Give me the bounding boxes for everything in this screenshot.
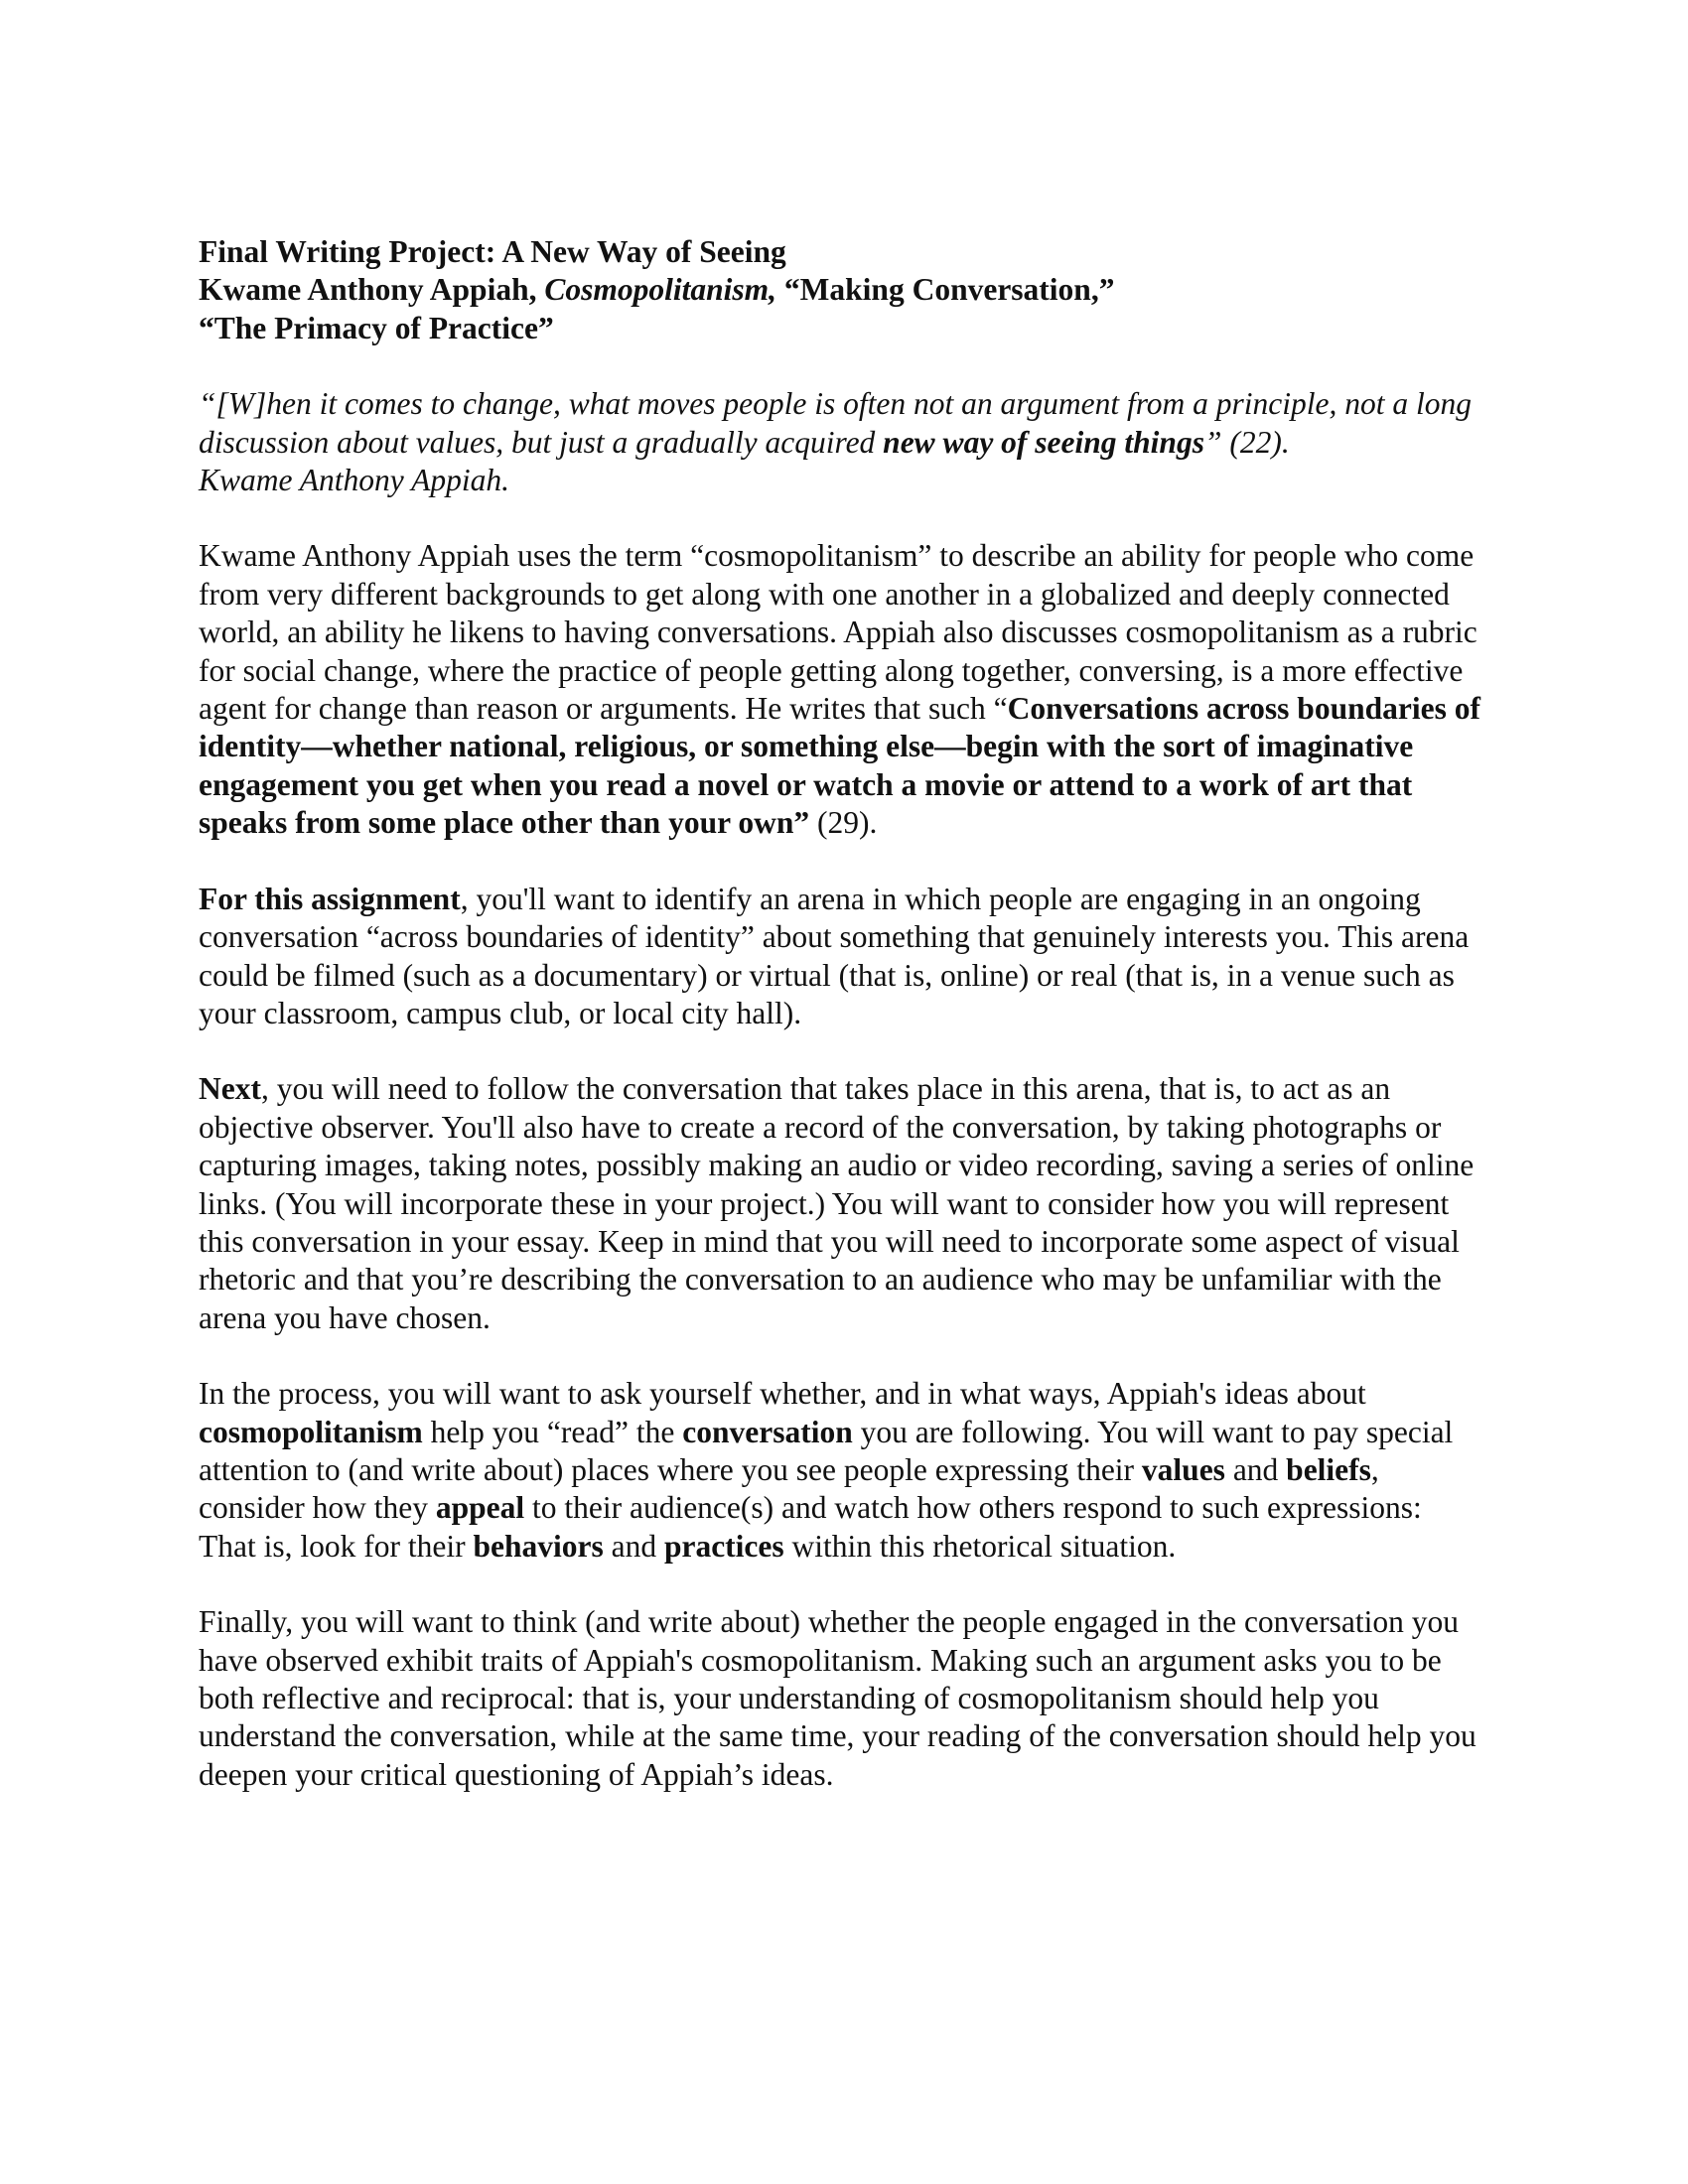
heading-chapter-1: “Making Conversation,” (776, 272, 1115, 308)
process-text: In the process, you will want to ask yourself whether, and in what ways, Appiah's ideas about (199, 1376, 1366, 1412)
next-lead: Next (199, 1071, 261, 1107)
paragraph-intro (199, 537, 1484, 842)
epigraph-text-2: ” (22). (1203, 424, 1290, 460)
next-text: , you will need to follow the conversation that takes place in this arena, that is, to act as an objective observer. You'll also have to create a record of the conversation, by taking photographs or capturing images, taking notes, possibly making an audio or video recording, saving a series of online links. (You will incorporate these in your project.) You will want to consider how you will represent this conversation in your essay. Keep in mind that you will need to incorporate some aspect of visual rhetoric and that you’re describing the conversation to an audience who may be unfamiliar with the arena you have chosen. (199, 1071, 1475, 1335)
process-text: to their audience(s) and watch how others respond to such expressions: That is, look for their (199, 1490, 1422, 1564)
heading-source (199, 271, 1489, 309)
paragraph-process (199, 1375, 1484, 1566)
process-text: and (1224, 1451, 1287, 1487)
document-page (199, 233, 1489, 1794)
intro-text-1: Kwame Anthony Appiah uses the term “cosmopolitanism” to describe an ability for people who come from very different backgrounds to get along with one another in a globalized and deeply connected world, an ability he likens to having conversations. Appiah also discusses cosmopolitanism as a rubric for social change, where the practice of people getting along together, conversing, is a more effective agent for change than reason or arguments. He writes that such “ (199, 538, 1477, 727)
process-bold: cosmopolitanism (199, 1414, 423, 1449)
paragraph-finally (199, 1603, 1484, 1794)
epigraph-emphasis: new way of seeing things (883, 424, 1204, 460)
process-bold: beliefs (1286, 1451, 1371, 1487)
heading-chapter-2: “The Primacy of Practice” (199, 310, 554, 345)
process-bold: behaviors (473, 1528, 604, 1564)
intro-text-2: (29). (809, 805, 878, 841)
heading-author: Kwame Anthony Appiah, (199, 272, 545, 308)
intro-quote-bold: Conversations across boundaries of identity—whether national, religious, or something else—begin with the sort of imaginative engagement you get when you read a novel or watch a movie or attend to a work of art that speaks from some place other than your own” (199, 691, 1480, 841)
finally-text: Finally, you will want to think (and write about) whether the people engaged in the conversation you have observed exhibit traits of Appiah's cosmopolitanism. Making such an argument asks you to be both reflective and reciprocal: that is, your understanding of cosmopolitanism should help you understand the conversation, while at the same time, your reading of the conversation should help you deepen your critical questioning of Appiah’s ideas. (199, 1604, 1477, 1792)
process-text: , consider how they (199, 1451, 1379, 1526)
heading-book-title: Cosmopolitanism, (544, 272, 777, 308)
process-text: you are following. You will want to pay special attention to (and write about) places where you see people expressing their (199, 1414, 1454, 1487)
process-bold: conversation (682, 1414, 853, 1449)
paragraph-next (199, 1070, 1484, 1337)
process-text: and (603, 1528, 664, 1564)
process-bold: appeal (435, 1490, 525, 1526)
epigraph-text-1: “[W]hen it comes to change, what moves people is often not an argument from a principle, not a long discussion about values, but just a gradually acquired (199, 386, 1473, 460)
process-bold: practices (663, 1528, 784, 1564)
epigraph-attribution: Kwame Anthony Appiah. (199, 463, 509, 498)
heading-title: Final Writing Project: A New Way of Seeing (199, 234, 786, 269)
process-bold: values (1141, 1451, 1225, 1487)
assignment-lead: For this assignment (199, 881, 461, 916)
document-heading (199, 233, 1489, 347)
epigraph-quote (199, 385, 1489, 499)
paragraph-assignment (199, 881, 1484, 1033)
assignment-text: , you'll want to identify an arena in which people are engaging in an ongoing conversation “across boundaries of identity” about something that genuinely interests you. This arena could be filmed (such as a documentary) or virtual (that is, online) or real (that is, in a venue such as your classroom, campus club, or local city hall). (199, 881, 1470, 1030)
process-text: help you “read” the (422, 1414, 683, 1449)
process-text: within this rhetorical situation. (783, 1528, 1177, 1564)
